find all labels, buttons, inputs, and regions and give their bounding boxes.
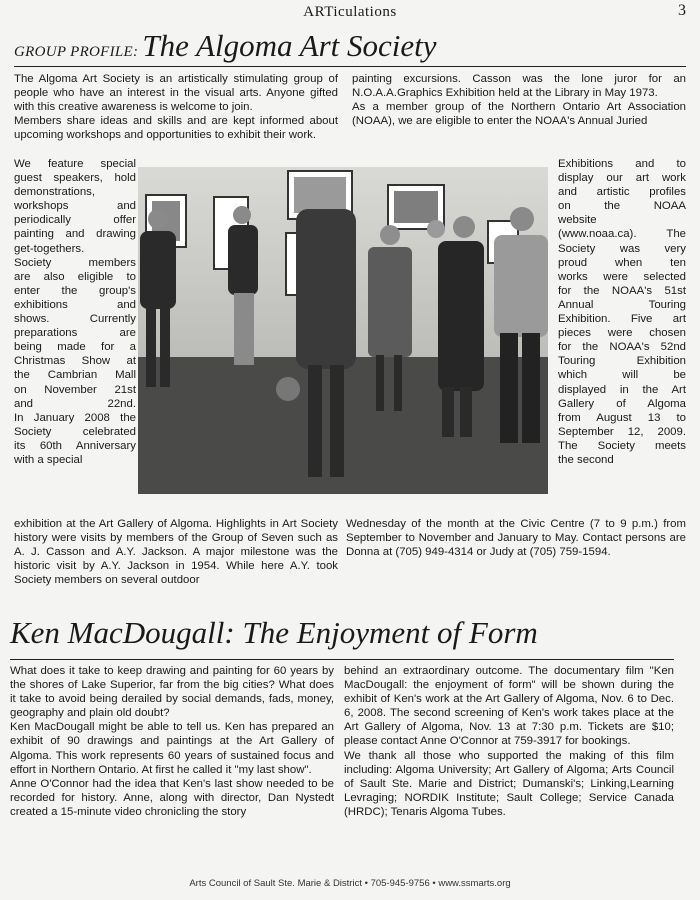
article1-col1-bottom xyxy=(14,517,338,587)
paragraph: We thank all those who supported the making of this film including: Algoma University; Art Gallery of Algoma; Arts Council of Sault Ste. Marie and District; Dumanski's; Linking,Learning Levraging; NORDIK Institute; Sault College; Service Canada (HRDC); Tenaris Algoma Tubes. xyxy=(344,749,674,818)
paragraph: The Algoma Art Society is an artistically stimulating group of people who have an interest in the visual arts. Anyone gifted with this creative awareness is welcome to join. xyxy=(14,73,338,114)
text-line: guest speakers, hold xyxy=(14,172,136,185)
footer-contact: Arts Council of Sault Ste. Marie & District • 705-945-9756 • www.ssmarts.org xyxy=(189,878,511,889)
article1-col2-top xyxy=(352,72,686,128)
gallery-photo xyxy=(138,167,548,494)
text-line: and 22nd. xyxy=(14,397,136,410)
text-line: from August 13 to xyxy=(558,411,686,424)
text-line: enter the group's xyxy=(14,284,136,297)
text-line: pieces were chosen xyxy=(558,327,686,340)
text-line: September 12, 2009. xyxy=(558,425,686,438)
text-line: We feature special xyxy=(14,158,136,170)
text-line: workshops and xyxy=(14,200,136,213)
text-line: on November 21st xyxy=(14,383,136,396)
text-line: are also eligible to xyxy=(14,270,136,283)
article1-col1-top xyxy=(14,72,338,142)
text-line: get-togethers. xyxy=(14,242,85,255)
text-line: works were selected xyxy=(558,270,686,283)
text-line: and artistic profiles xyxy=(558,186,686,199)
text-line: periodically offer xyxy=(14,214,136,227)
article1-col1-wrap xyxy=(14,157,136,467)
text-line: Annual Touring xyxy=(558,298,686,311)
page-number: 3 xyxy=(678,2,686,19)
text-line: Society celebrated xyxy=(14,425,136,438)
text-line: Society was very xyxy=(558,242,686,255)
paragraph: Members share ideas and skills and are kept informed about upcoming workshops and opportunities to exhibit their work. xyxy=(14,115,338,142)
text-line: proud when ten xyxy=(558,256,686,269)
paragraph: Anne O'Connor had the idea that Ken's last show needed to be recorded for history. Anne, along with director, Dan Nystedt created a 15-minute video chronicling the story xyxy=(10,777,334,818)
article2-title: Ken MacDougall: The Enjoyment of Form xyxy=(10,615,674,660)
text-line: on the NOAA xyxy=(558,200,686,213)
text-line: Touring Exhibition xyxy=(558,355,686,368)
text-line: Gallery of Algoma xyxy=(558,397,686,410)
article1-col2-bottom xyxy=(346,517,686,559)
text-line: Exhibition. Five art xyxy=(558,313,686,326)
text-line: for the NOAA's 52nd xyxy=(558,341,686,354)
text-line: website xyxy=(558,214,597,227)
text-line: Exhibitions and to xyxy=(558,158,686,170)
text-line: Christmas Show at xyxy=(14,355,136,368)
text-line: its 60th Anniversary xyxy=(14,439,136,452)
text-line: preparations are xyxy=(14,327,136,340)
paragraph: Wednesday of the month at the Civic Centre (7 to 9 p.m.) from September to November and January to May. Contact persons are Donna at (705) 949-4314 or Judy at (705) 759-1594. xyxy=(346,518,686,559)
article1-kicker: GROUP PROFILE: xyxy=(14,44,139,60)
text-line: Society members xyxy=(14,256,136,269)
text-line: The Society meets xyxy=(558,439,686,452)
article1-heading xyxy=(14,28,686,67)
text-line: shows. Currently xyxy=(14,313,136,326)
text-line: exhibitions and xyxy=(14,298,136,311)
text-line: which will be xyxy=(558,369,686,382)
article1-title: The Algoma Art Society xyxy=(142,28,437,63)
text-line: (www.noaa.ca). The xyxy=(558,228,686,241)
paragraph: As a member group of the Northern Ontario Art Association (NOAA), we are eligible to enter the NOAA's Annual Juried xyxy=(352,101,686,128)
text-line: with a special xyxy=(14,453,83,466)
article1-col2-wrap xyxy=(558,157,686,467)
gallery-photo-illustration xyxy=(138,167,548,494)
article2-col1 xyxy=(10,664,334,819)
text-line: the Cambrian Mall xyxy=(14,369,136,382)
paragraph: exhibition at the Art Gallery of Algoma. Highlights in Art Society history were visits by members of the Group of Seven such as A. J. Casson and A.Y. Jackson. A major milestone was the historic visit by A.Y. Jackson in 1954. While here A.Y. took Society members on several outdoor xyxy=(14,518,338,587)
text-line: for the NOAA's 51st xyxy=(558,284,686,297)
text-line: painting and drawing xyxy=(14,228,136,241)
paragraph: What does it take to keep drawing and painting for 60 years by the shores of Lake Superior, far from the big cities? What does it take to avoid being derailed by social demands, fads, money, geography and plain old doubt? xyxy=(10,665,334,720)
text-line: In January 2008 the xyxy=(14,411,136,424)
text-line: the second xyxy=(558,453,614,466)
publication-title: ARTiculations xyxy=(303,4,397,20)
paragraph: painting excursions. Casson was the lone juror for an N.O.A.A.Graphics Exhibition held at the Library in May 1973. xyxy=(352,73,686,100)
text-line: demonstrations, xyxy=(14,186,96,199)
text-line: display our art work xyxy=(558,172,686,185)
paragraph: Ken MacDougall might be able to tell us. Ken has prepared an exhibit of 90 drawings and paintings at the Art Gallery of Algoma. This work represents 60 years of sustained focus and effort in Northern Ontario. At first he called it "my last show". xyxy=(10,721,334,776)
paragraph: behind an extraordinary outcome. The documentary film "Ken MacDougall: the enjoyment of form" will be shown during the exhibit of Ken's work at the Art Gallery of Algoma, Nov. 6 to Dec. 6, 2008. The second screening of Ken's work takes place at the Art Gallery of Algoma, Nov. 13 at 7:30 p.m. Tickets are $10; please contact Anne O'Connor at 759-3917 for bookings. xyxy=(344,665,674,748)
article2-col2 xyxy=(344,664,674,819)
text-line: being made for a xyxy=(14,341,136,354)
text-line: displayed in the Art xyxy=(558,383,686,396)
